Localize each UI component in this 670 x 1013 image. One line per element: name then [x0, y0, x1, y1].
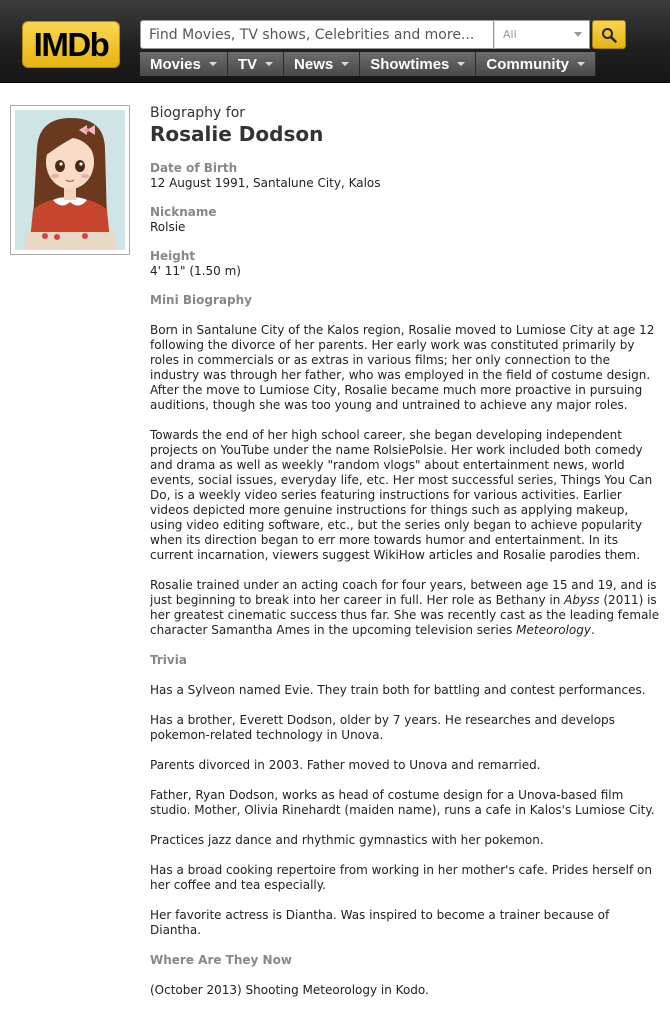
nav-movies[interactable]	[140, 52, 228, 76]
field-label: Nickname	[150, 205, 217, 219]
height-field	[150, 249, 660, 279]
search-category-select[interactable]	[494, 20, 590, 49]
bio-text: Rosalie trained under an acting coach for four years, between age 15 and 19, and is just beginning to break into her career in full. Her role as Bethany in	[150, 578, 657, 607]
nav-tv[interactable]	[228, 52, 284, 76]
search-box	[140, 20, 494, 49]
page-title[interactable]: Rosalie Dodson	[150, 122, 324, 146]
mini-bio-paragraph: Born in Santalune City of the Kalos region, Rosalie moved to Lumiose City at age 12 following the divorce of her parents. Her early work was constituted primarily by roles in commercials or as extras in various films; her only connection to the industry was through her father, who was employed in the field of costume design. After the move to Lumiose City, Rosalie became much more proactive in pursuing auditions, though she was too young and untrained to achieve any major roles.	[150, 323, 655, 412]
site-header	[0, 0, 670, 83]
logo-text: IMDb	[33, 25, 109, 63]
field-label: Height	[150, 249, 196, 263]
chevron-down-icon	[577, 62, 585, 66]
search-category-value: All	[503, 28, 517, 41]
bio-text: .	[591, 623, 595, 637]
field-value: Rolsie	[150, 220, 186, 234]
where-are-they-now-heading: Where Are They Now	[150, 953, 292, 967]
chevron-down-icon	[209, 62, 217, 66]
nav-label: Community	[486, 55, 569, 73]
search-icon	[601, 27, 617, 43]
trivia-item: Has a brother, Everett Dodson, older by 7 years. He researches and develops pokemon-related technology in Unova.	[150, 713, 615, 742]
nav-showtimes[interactable]	[360, 52, 476, 76]
profile-photo[interactable]	[10, 105, 130, 255]
profile-illustration	[15, 110, 125, 250]
trivia-item: Parents divorced in 2003. Father moved to Unova and remarried.	[150, 758, 541, 772]
mini-bio-paragraph: Towards the end of her high school career, she began developing independent projects on YouTube under the name RolsiePolsie. Her work included both comedy and drama as well as weekly "random vlogs" about entertainment news, world events, social issues, everyday life, etc. Her most successful series, Things You Can Do, is a weekly video series featuring instructions for various activities. Earlier videos depicted more genuine instructions for things such as applying makeup, using video editing software, etc., but the series only began to achieve popularity when its direction began to err more towards humor and entertainment. In its current incarnation, viewers suggest WikiHow articles and Rosalie parodies them.	[150, 428, 653, 562]
nav-label: News	[294, 55, 334, 73]
film-title: Abyss	[564, 593, 600, 607]
nav-label: Movies	[150, 55, 201, 73]
trivia-item: Has a Sylveon named Evie. They train both for battling and contest performances.	[150, 683, 646, 697]
chevron-down-icon	[574, 32, 582, 37]
trivia-item: Father, Ryan Dodson, works as head of costume design for a Unova-based film studio. Mother, Olivia Rinehardt (maiden name), runs a cafe in Kalos's Lumiose City.	[150, 788, 655, 817]
biography-for-label: Biography for	[150, 105, 246, 121]
search-button[interactable]	[592, 20, 626, 49]
biography-content	[150, 105, 660, 1013]
nav-label: Showtimes	[370, 55, 450, 73]
imdb-logo[interactable]	[22, 21, 120, 68]
date-of-birth-field	[150, 161, 660, 191]
main-nav	[140, 52, 596, 76]
mini-biography-heading: Mini Biography	[150, 293, 252, 307]
nav-label: TV	[237, 55, 258, 73]
nav-community[interactable]	[476, 52, 596, 76]
chevron-down-icon	[265, 62, 273, 66]
chevron-down-icon	[341, 62, 349, 66]
search-input[interactable]	[141, 21, 493, 48]
trivia-item: Has a broad cooking repertoire from working in her mother's cafe. Prides herself on her coffee and tea especially.	[150, 863, 652, 892]
mini-bio-paragraph	[150, 578, 660, 638]
bio-text: (2011) is her greatest cinematic success thus far. She was recently cast as the leading female character Samantha Ames in the upcoming television series	[150, 593, 660, 637]
field-label: Date of Birth	[150, 161, 238, 175]
trivia-item: Practices jazz dance and rhythmic gymnastics with her pokemon.	[150, 833, 544, 847]
trivia-heading: Trivia	[150, 653, 187, 667]
field-value: 12 August 1991, Santalune City, Kalos	[150, 176, 381, 190]
nav-news[interactable]	[284, 52, 360, 76]
trivia-item: Her favorite actress is Diantha. Was inspired to become a trainer because of Diantha.	[150, 908, 610, 937]
chevron-down-icon	[457, 62, 465, 66]
where-are-they-now-item: (October 2013) Shooting Meteorology in Kodo.	[150, 983, 429, 997]
nickname-field	[150, 205, 660, 235]
field-value: 4' 11" (1.50 m)	[150, 264, 241, 278]
series-title: Meteorology	[516, 623, 591, 637]
